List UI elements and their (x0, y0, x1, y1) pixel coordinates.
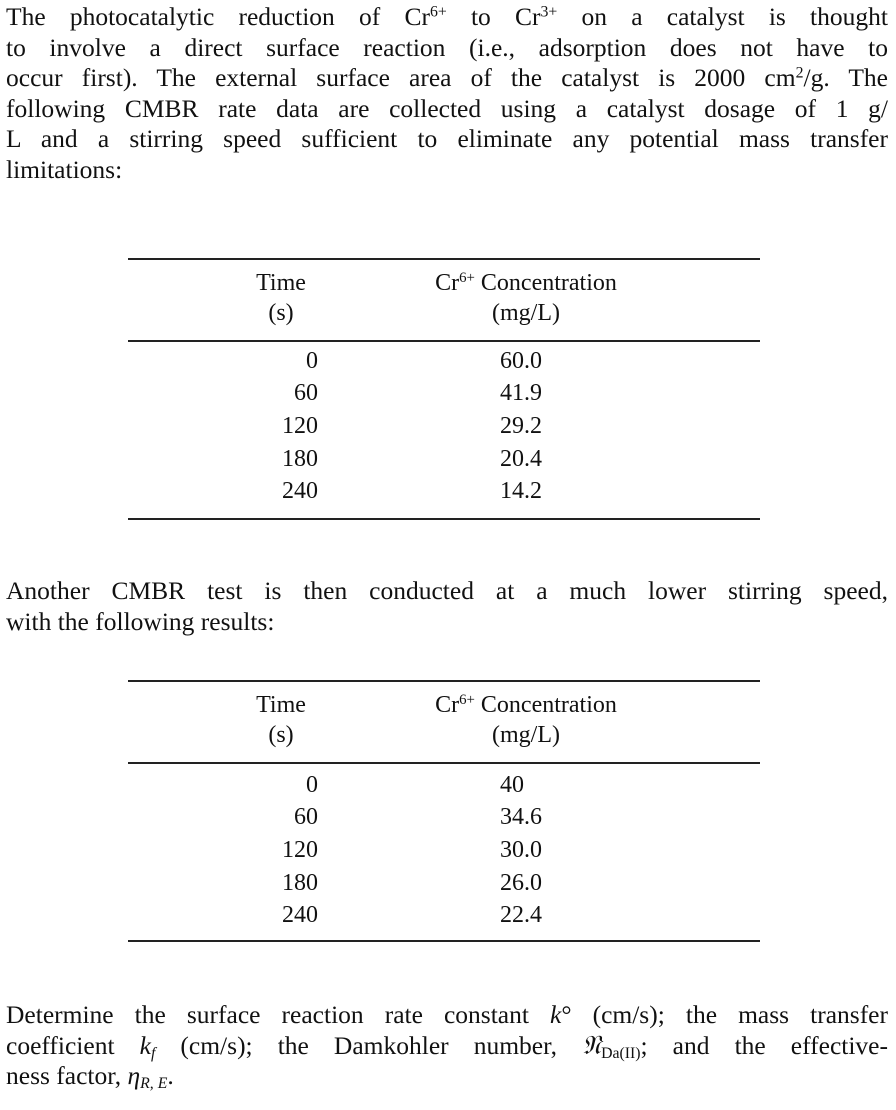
text-run: coefficient (6, 1030, 140, 1060)
math-symbol-eta: η (127, 1061, 141, 1090)
header-concentration (396, 690, 656, 750)
question-paragraph (6, 1000, 888, 1092)
degree-symbol: ° (561, 1000, 572, 1029)
table-top-rule (128, 258, 760, 260)
table-cell-conc: 30.0 (500, 837, 542, 863)
question-line-1 (6, 1000, 888, 1031)
math-symbol-k: k (139, 1030, 151, 1060)
math-symbol-k: k (550, 1000, 562, 1029)
header-time (216, 268, 346, 328)
table-cell-conc: 60.0 (500, 348, 542, 374)
table-cell-time: 240 (282, 478, 318, 504)
table-bottom-rule (128, 940, 760, 942)
header-time-label: Time (256, 692, 306, 718)
text-run: to Cr (446, 2, 541, 31)
header-concentration-label (396, 268, 656, 298)
text-run: ness factor, (6, 1061, 128, 1090)
middle-paragraph (6, 576, 888, 637)
table-cell-conc: 34.6 (500, 804, 542, 830)
intro-line-3 (6, 63, 888, 94)
data-table-high-stirring (128, 258, 760, 522)
text-run: /g. The (803, 63, 888, 92)
question-line-3 (6, 1061, 888, 1092)
text-run: (cm/s); the Damkohler number, (155, 1030, 583, 1060)
subscript-re: R, E (140, 1074, 168, 1092)
table-cell-conc: 20.4 (500, 446, 542, 472)
middle-line-1: Another CMBR test is then conducted at a much lower stirring speed, (6, 576, 888, 605)
intro-line-5: L and a stirring speed sufficient to eliminate any potential mass transfer (6, 124, 888, 153)
table-cell-time: 0 (306, 772, 318, 798)
text-run: Concentration (474, 270, 617, 296)
intro-line-4: following CMBR rate data are collected using a catalyst dosage of 1 g/ (6, 93, 888, 123)
intro-line-6: limitations: (6, 154, 123, 184)
table-cell-time: 120 (282, 413, 318, 439)
header-time-label: Time (256, 270, 306, 296)
text-run: Cr (435, 270, 460, 296)
header-concentration-unit: (mg/L) (492, 722, 560, 748)
intro-line-1 (6, 2, 888, 33)
header-concentration-unit: (mg/L) (492, 300, 560, 326)
table-cell-time: 180 (282, 870, 318, 896)
math-symbol-damkohler: 𝔑 (582, 1029, 602, 1061)
table-cell-conc: 22.4 (500, 902, 542, 928)
table-cell-conc: 29.2 (500, 413, 542, 439)
superscript: 2 (795, 64, 804, 82)
middle-line-2: with the following results: (6, 606, 275, 636)
table-header-rule (128, 340, 760, 342)
table-cell-conc: 40 (500, 772, 524, 798)
header-concentration-label (396, 690, 656, 720)
header-time-unit: (s) (268, 722, 294, 748)
table-cell-time: 60 (294, 380, 318, 406)
intro-line-2: to involve a direct surface reaction (i.e., adsorption does not have to (6, 32, 888, 62)
table-cell-time: 60 (294, 804, 318, 830)
header-time (216, 690, 346, 750)
table-cell-time: 0 (306, 348, 318, 374)
text-run: ; and the effective- (640, 1030, 888, 1060)
data-table-low-stirring (128, 680, 760, 944)
intro-paragraph (6, 2, 888, 185)
text-run: Determine the surface reaction rate constant (6, 1000, 550, 1029)
question-line-2 (6, 1031, 888, 1062)
text-run: Cr (435, 692, 460, 718)
superscript: 6+ (459, 691, 475, 708)
header-concentration (396, 268, 656, 328)
text-run: on a catalyst is thought (557, 2, 888, 31)
subscript-f: f (150, 1044, 156, 1062)
table-cell-conc: 14.2 (500, 478, 542, 504)
text-run: Concentration (474, 692, 617, 718)
superscript: 6+ (429, 3, 447, 21)
text-run: The photocatalytic reduction of Cr (6, 2, 430, 31)
text-run: . (167, 1061, 174, 1090)
table-top-rule (128, 680, 760, 682)
table-bottom-rule (128, 518, 760, 520)
text-run: occur first). The external surface area of the catalyst is 2000 cm (6, 63, 796, 92)
table-header-rule (128, 762, 760, 764)
table-cell-time: 120 (282, 837, 318, 863)
table-cell-time: 240 (282, 902, 318, 928)
subscript-da: Da(II) (601, 1044, 641, 1062)
superscript: 6+ (459, 269, 475, 286)
table-cell-conc: 41.9 (500, 380, 542, 406)
table-cell-time: 180 (282, 446, 318, 472)
header-time-unit: (s) (268, 300, 294, 326)
text-run: (cm/s); the mass transfer (571, 1000, 888, 1029)
table-cell-conc: 26.0 (500, 870, 542, 896)
superscript: 3+ (540, 3, 558, 21)
